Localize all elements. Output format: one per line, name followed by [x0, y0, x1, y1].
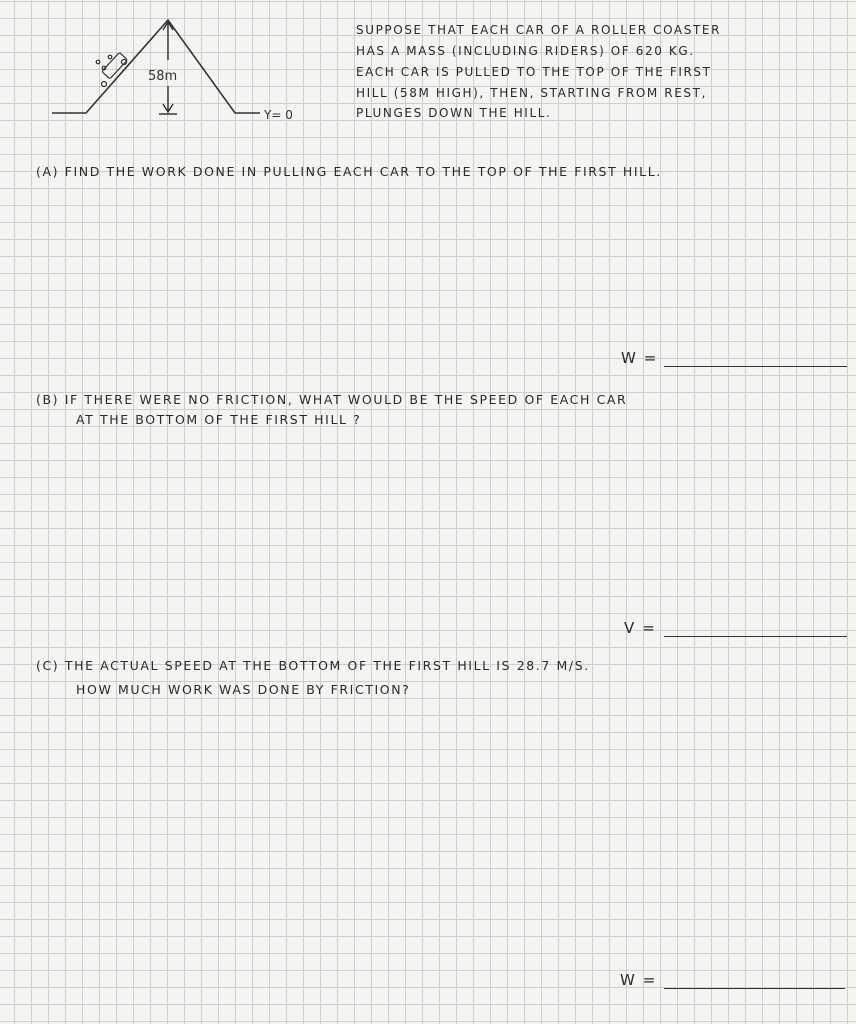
question-text: (A) FIND THE WORK DONE IN PULLING EACH CAR TO THE TOP OF THE FIRST HILL. [36, 164, 662, 179]
roller-coaster-diagram [0, 0, 330, 135]
answer-blank[interactable] [664, 636, 847, 637]
intro-line: HAS A MASS (INCLUDING RIDERS) OF 620 KG. [356, 44, 695, 58]
intro-line: SUPPOSE THAT EACH CAR OF A ROLLER COASTER [356, 23, 722, 37]
question-text: (C) THE ACTUAL SPEED AT THE BOTTOM OF THE FIRST HILL IS 28.7 M/S. [36, 658, 590, 673]
coaster-car-icon [96, 52, 127, 86]
answer-label: W = [621, 349, 658, 367]
baseline-label: Y= 0 [264, 108, 293, 122]
question-text: AT THE BOTTOM OF THE FIRST HILL ? [76, 412, 362, 427]
intro-line: PLUNGES DOWN THE HILL. [356, 106, 552, 120]
height-label: 58m [148, 69, 178, 84]
intro-line: EACH CAR IS PULLED TO THE TOP OF THE FIRST [356, 65, 712, 79]
intro-line: HILL (58M HIGH), THEN, STARTING FROM REST, [356, 86, 707, 100]
question-text: (B) IF THERE WERE NO FRICTION, WHAT WOULD BE THE SPEED OF EACH CAR [36, 392, 628, 407]
answer-label: W = [620, 971, 657, 989]
hill-outline [52, 20, 260, 113]
question-text: HOW MUCH WORK WAS DONE BY FRICTION? [76, 682, 411, 697]
answer-label: V = [624, 619, 657, 637]
height-arrow [159, 22, 177, 114]
answer-blank[interactable] [664, 988, 845, 989]
answer-blank[interactable] [664, 366, 847, 367]
